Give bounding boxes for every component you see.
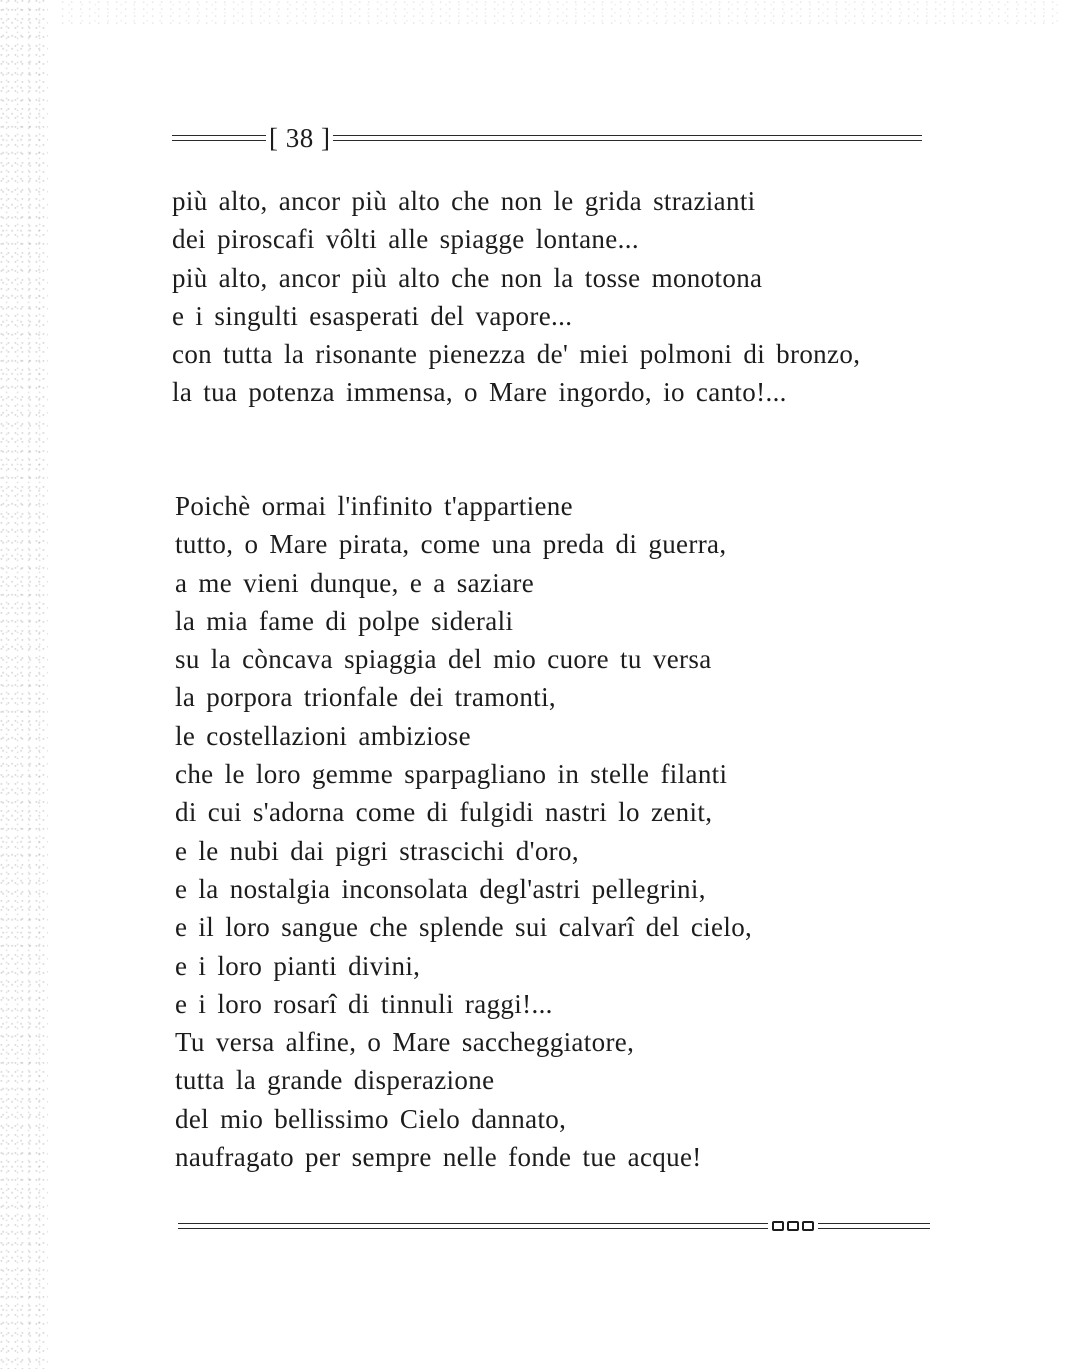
verse-line: e il loro sangue che splende sui calvarî del cielo,: [175, 912, 753, 943]
verse-line: su la còncava spiaggia del mio cuore tu versa: [175, 644, 712, 675]
verse-line: la mia fame di polpe siderali: [175, 605, 514, 636]
header-rule-left: [172, 135, 266, 141]
verse-line: più alto, ancor più alto che non la tosse monotona: [172, 262, 763, 293]
ornament-box: [772, 1221, 784, 1231]
verse-line: e le nubi dai pigri strascichi d'oro,: [175, 835, 579, 866]
verse-line: che le loro gemme sparpagliano in stelle filanti: [175, 759, 728, 790]
page-number: [ 38 ]: [269, 122, 331, 153]
header-rule-right: [333, 135, 922, 141]
footer-rule-right: [818, 1223, 930, 1229]
verse-line: a me vieni dunque, e a saziare: [175, 567, 535, 598]
verse-line: Tu versa alfine, o Mare saccheggiatore,: [175, 1027, 635, 1058]
stanza-2: [175, 487, 752, 1176]
three-boxes-ornament-icon: [768, 1221, 818, 1231]
verse-line: dei piroscafi vôlti alle spiagge lontane...: [172, 224, 639, 255]
verse-line: con tutta la risonante pienezza de' miei polmoni di bronzo,: [172, 339, 861, 370]
verse-line: la tua potenza immensa, o Mare ingordo, io canto!...: [172, 377, 787, 408]
verse-line: e i loro pianti divini,: [175, 950, 421, 981]
verse-line: e i loro rosarî di tinnuli raggi!...: [175, 988, 553, 1019]
ornament-box: [802, 1221, 814, 1231]
stanza-1: [172, 182, 860, 412]
verse-line: e i singulti esasperati del vapore...: [172, 300, 573, 331]
scan-noise-top: [60, 0, 1060, 28]
ornament-box: [787, 1221, 799, 1231]
verse-line: tutta la grande disperazione: [175, 1065, 495, 1096]
verse-line: Poichè ormai l'infinito t'appartiene: [175, 491, 573, 521]
verse-line: la porpora trionfale dei tramonti,: [175, 682, 557, 713]
verse-line: tutto, o Mare pirata, come una preda di guerra,: [175, 529, 727, 560]
page-footer: [178, 1213, 930, 1239]
verse-line: le costellazioni ambiziose: [175, 720, 471, 751]
verse-line: di cui s'adorna come di fulgidi nastri lo zenit,: [175, 797, 713, 828]
verse-line: naufragato per sempre nelle fonde tue acque!: [175, 1142, 702, 1173]
footer-rule-left: [178, 1223, 768, 1229]
verse-line: più alto, ancor più alto che non le grida strazianti: [172, 186, 756, 216]
scan-noise-left: [0, 0, 48, 1369]
page-header: [172, 118, 922, 158]
verse-line: e la nostalgia inconsolata degl'astri pellegrini,: [175, 873, 706, 904]
verse-line: del mio bellissimo Cielo dannato,: [175, 1103, 567, 1134]
